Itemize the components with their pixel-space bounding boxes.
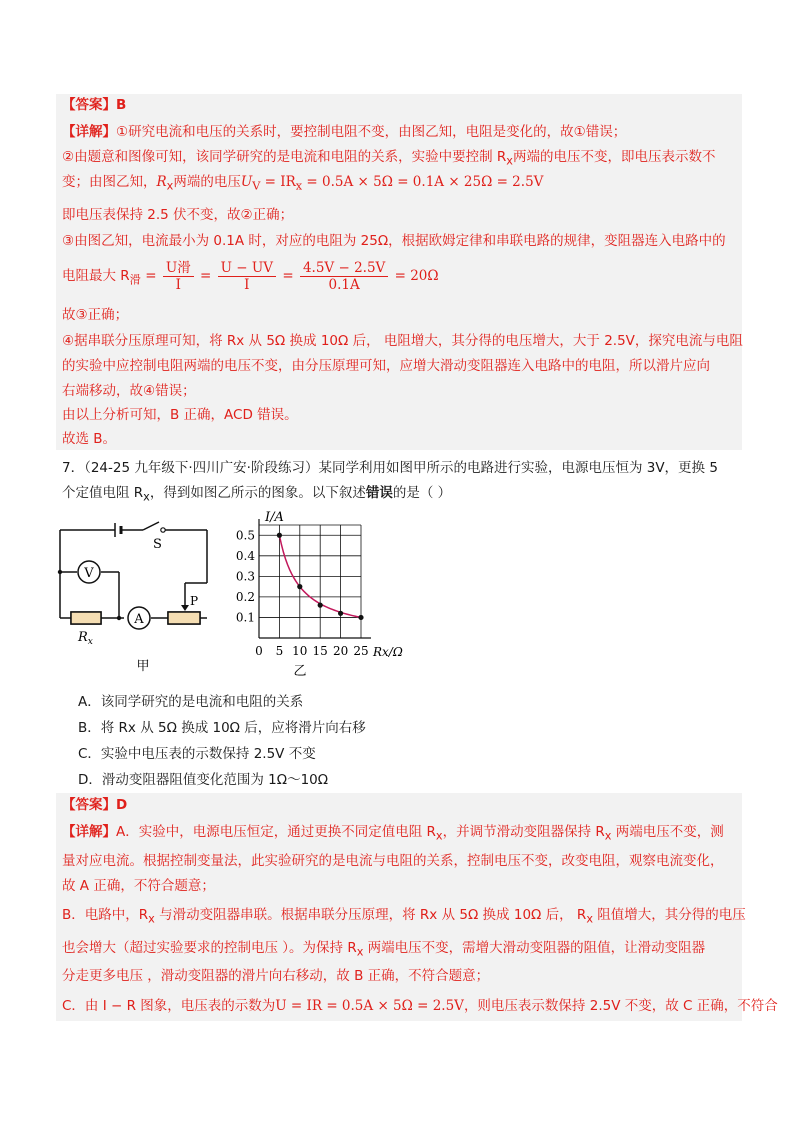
detail-line-11: 由以上分析可知，B 正确，ACD 错误。 <box>62 407 298 423</box>
data-point <box>338 611 343 616</box>
caption-yi: 乙 <box>293 664 307 678</box>
detail-line-7: 故③正确； <box>62 307 129 323</box>
q7-detail-line-2: 量对应电流。根据控制变量法，此实验研究的是电流与电阻的关系，控制电压不变，改变电阻，观察电流变化， <box>62 853 724 869</box>
option-c[interactable]: C．实验中电压表的示数保持 2.5V 不变 <box>78 746 316 762</box>
y-axis-label: I/A <box>265 510 284 525</box>
resistor-label: $R_x$ <box>78 630 93 647</box>
y-tick-label: 0.1 <box>235 610 255 625</box>
circuit-diagram <box>55 515 225 675</box>
data-point <box>358 615 363 620</box>
option-a[interactable]: A．该同学研究的是电流和电阻的关系 <box>78 694 304 710</box>
data-point <box>318 603 323 608</box>
ammeter-label: A <box>134 612 144 627</box>
detail-line-4: 即电压表保持 2.5 伏不变，故②正确； <box>62 207 294 223</box>
option-d[interactable]: D．滑动变阻器阻值变化范围为 1Ω～10Ω <box>78 772 329 788</box>
y-tick-label: 0.4 <box>235 548 255 563</box>
q7-detail-line-4: B．电路中，$R_x$ 与滑动变阻器串联。根据串联分压原理，将 Rx 从 5Ω 换成 10Ω 后， $R_x$ 阻值增大，其分得的电压 <box>62 907 746 926</box>
data-point <box>297 584 302 589</box>
q7-detail-line-5: 也会增大（超过实验要求的控制电压 ）。为保持 $R_x$ 两端电压不变，需增大滑动变阻器的阻值，让滑动变阻器 <box>62 940 706 959</box>
answer-q7: 【答案】D <box>62 797 128 813</box>
slider-arrow <box>181 605 189 611</box>
y-tick-label: 0.2 <box>235 589 255 604</box>
x-tick-label: 5 <box>275 644 284 658</box>
x-axis-label: Rx/Ω <box>373 645 403 659</box>
x-tick-label: 15 <box>312 644 328 658</box>
detail-line-12: 故选 B。 <box>62 431 117 447</box>
detail-line-9: 的实验中应控制电阻两端的电压不变，由分压原理可知，应增大滑动变阻器连入电路中的电阻，所以滑片应向 <box>62 358 710 374</box>
q7-detail-line-1: 【详解】A．实验中，电源电压恒定，通过更换不同定值电阻 $R_x$，并调节滑动变阻器保持 $R_x$ 两端电压不变，测 <box>62 824 724 843</box>
detail-line-3: 变；由图乙知，$R_x$两端的电压$U_V = IR_x = 0.5A \times 5\Omega = 0.1A \times 25\Omega = 2.5V$ <box>62 174 544 193</box>
q7-stem-line-2: 个定值电阻 $R_x$，得到如图乙所示的图象。以下叙述错误的是（ ） <box>62 485 452 504</box>
detail-line-2: ②由题意和图像可知，该同学研究的是电流和电阻的关系，实验中要控制 $R_x$两端的电压不变，即电压表示数不 <box>62 149 716 168</box>
slider-label: P <box>190 594 199 608</box>
x-tick-label: 25 <box>353 644 369 658</box>
detail-line-5: ③由图乙知，电流最小为 0.1A 时，对应的电阻为 25Ω，根据欧姆定律和串联电路的规律，变阻器连入电路中的 <box>62 233 726 249</box>
x-tick-label: 20 <box>332 644 349 658</box>
q7-detail-line-7: C．由 I − R 图象，电压表的示数为U = IR = 0.5A × 5Ω = 2.5V，则电压表示数保持 2.5V 不变，故 C 正确，不符合 <box>62 998 778 1014</box>
detail-line-10: 右端移动，故④错误； <box>62 383 196 399</box>
q7-detail-line-6: 分走更多电压 ，滑动变阻器的滑片向右移动，故 B 正确，不符合题意； <box>62 968 490 984</box>
option-b[interactable]: B．将 Rx 从 5Ω 换成 10Ω 后，应将滑片向右移 <box>78 720 366 736</box>
voltmeter-label: V <box>84 566 94 581</box>
q7-detail-line-3: 故 A 正确，不符合题意； <box>62 878 215 894</box>
caption-jia: 甲 <box>136 659 150 674</box>
detail-line-8: ④据串联分压原理可知，将 Rx 从 5Ω 换成 10Ω 后， 电阻增大，其分得的电压增大，大于 2.5V，探究电流与电阻 <box>62 333 743 349</box>
y-tick-label: 0.3 <box>235 569 255 584</box>
y-tick-label: 0.5 <box>235 528 255 543</box>
data-point <box>277 533 282 538</box>
current-resistance-chart <box>225 503 425 678</box>
switch-label: S <box>153 537 162 552</box>
answer-q6: 【答案】B <box>62 97 127 113</box>
detail-line-1: 【详解】①研究电流和电压的关系时，要控制电阻不变，由图乙知，电阻是变化的，故①错误； <box>62 124 627 140</box>
x-tick-label: 10 <box>292 644 308 658</box>
detail-line-6: 电阻最大 $R_滑$ = $\frac{\text{U滑}}{I}$ = $\frac{U - UV}{I}$ = $\frac{4.5V - 2.5V}{0.1A}$ = 20Ω <box>62 259 439 293</box>
q7-stem-line-1: 7．（24-25 九年级下·四川广安·阶段练习）某同学利用如图甲所示的电路进行实验，电源电压恒为 3V，更换 5 <box>62 460 718 476</box>
switch-blade <box>143 522 159 530</box>
x-tick-label: 0 <box>255 644 263 658</box>
